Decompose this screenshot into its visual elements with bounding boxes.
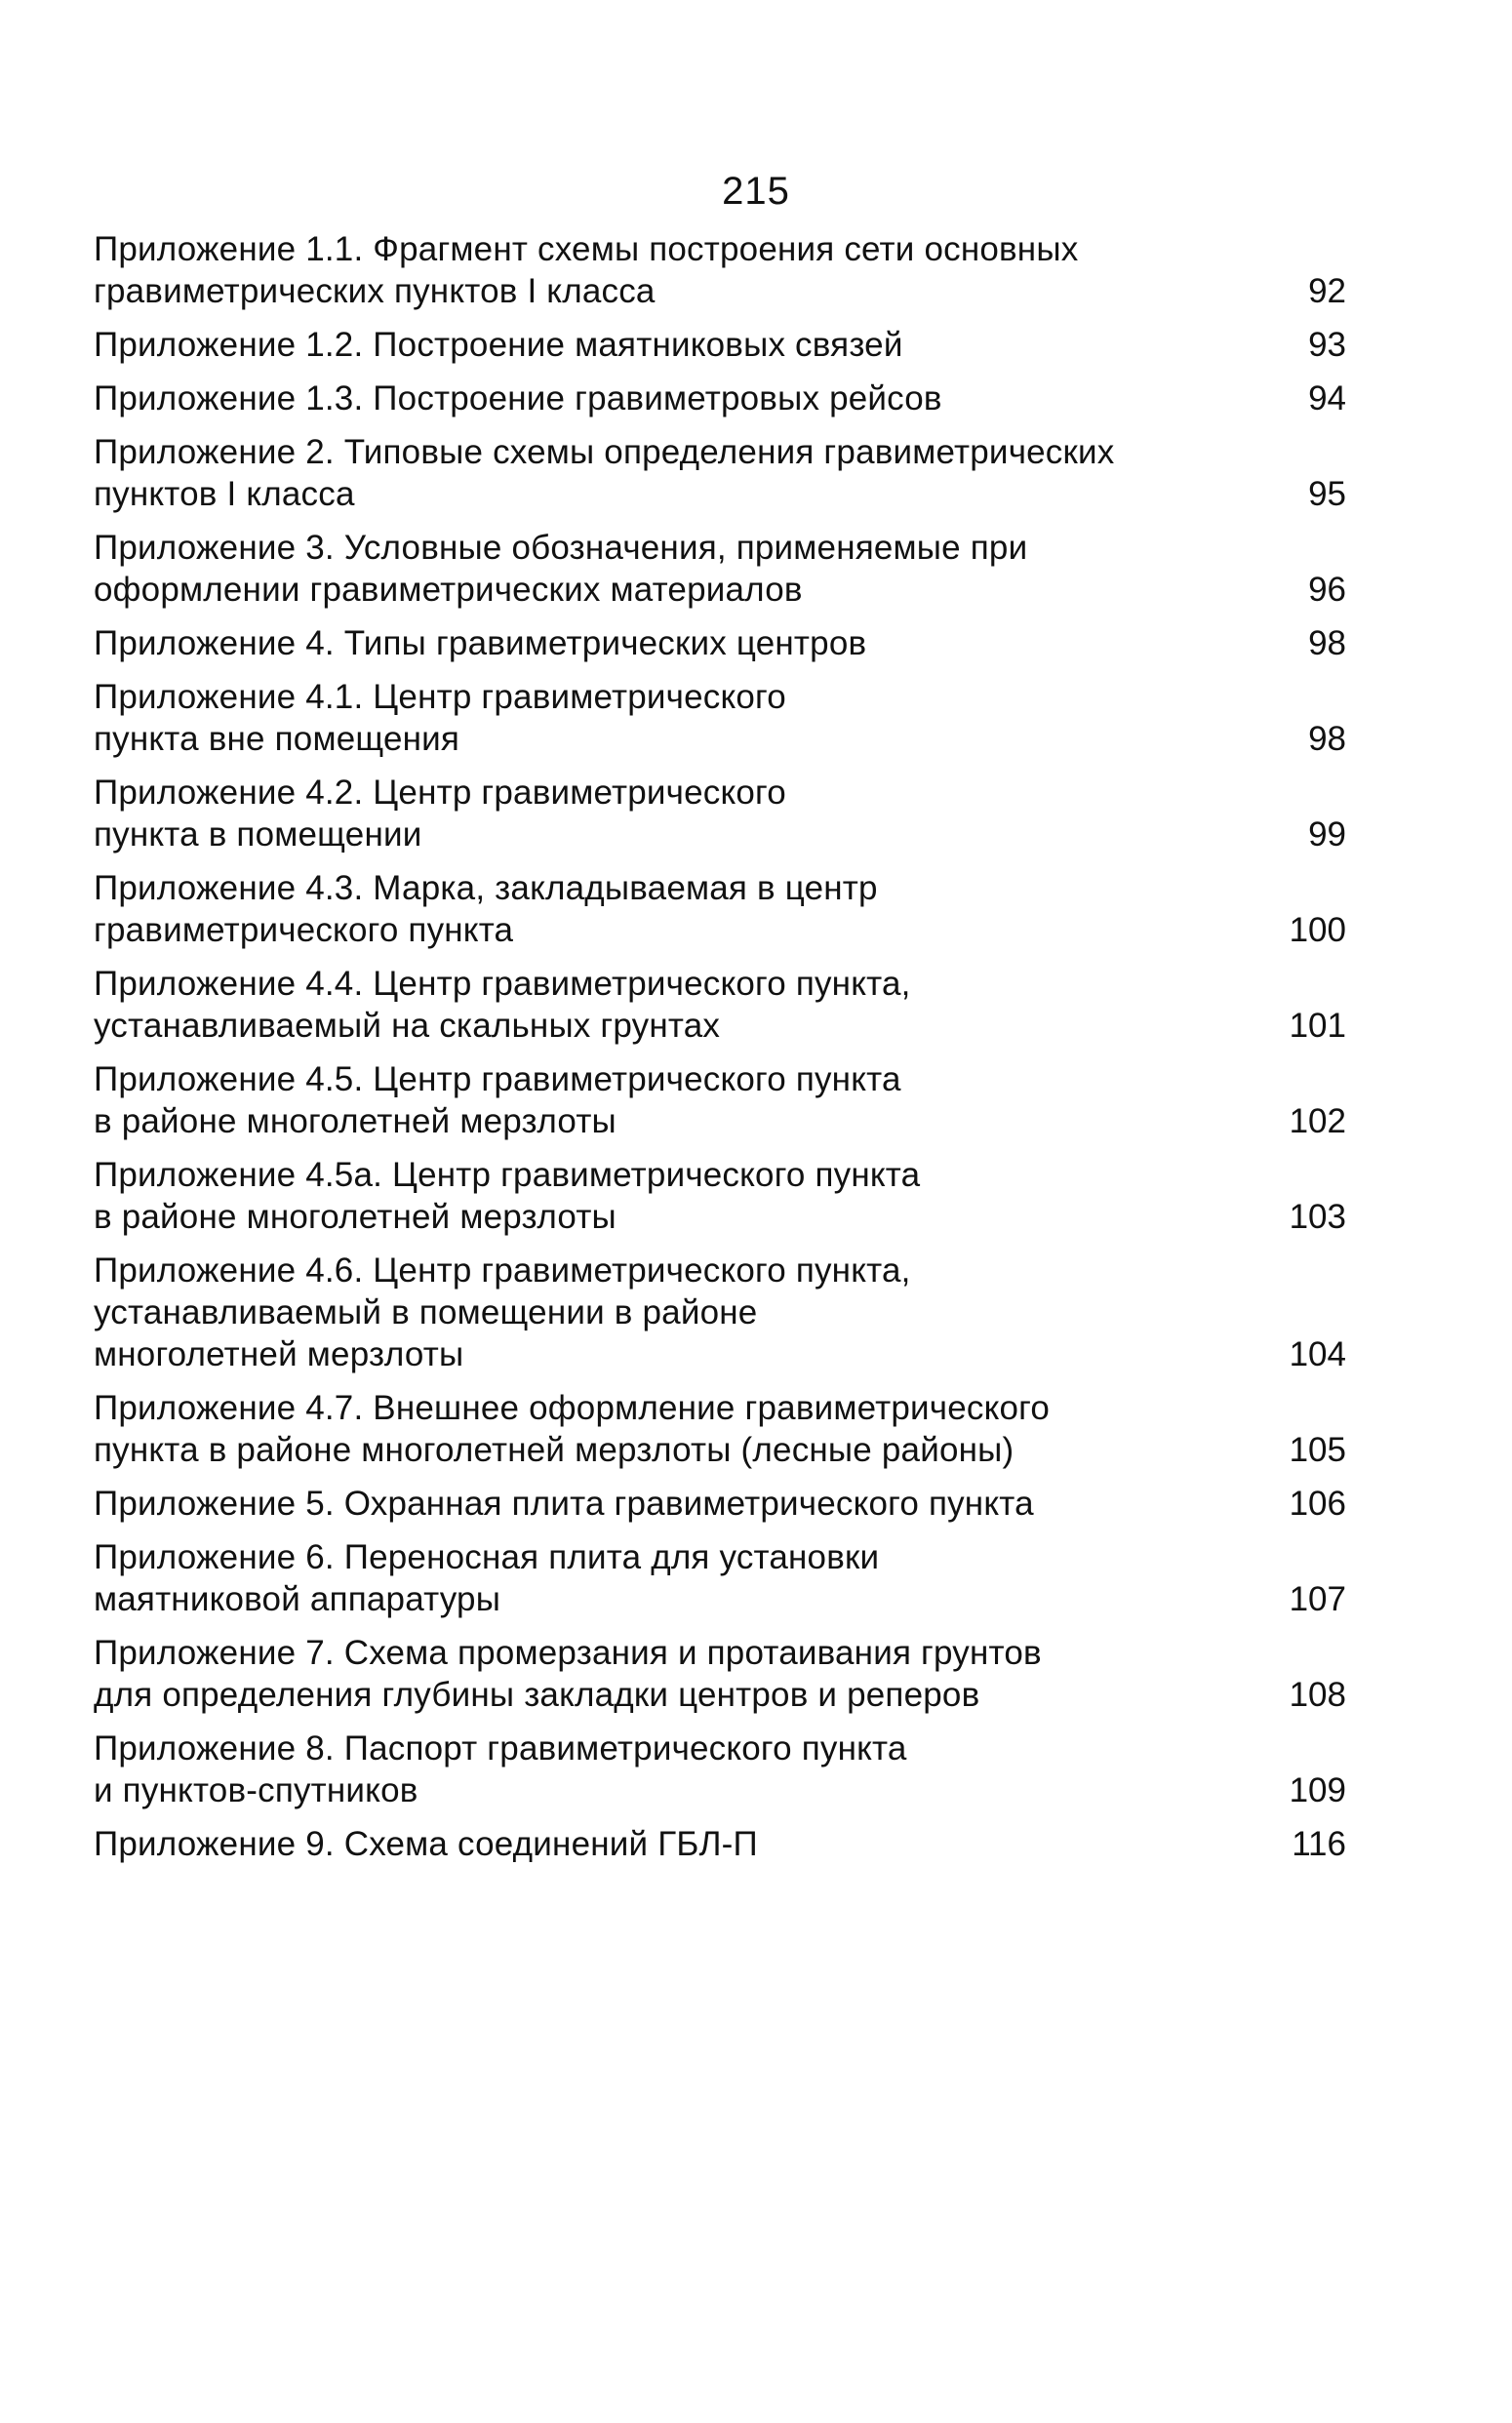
toc-entry-title bbox=[94, 676, 1186, 760]
toc-entry-title-line: Приложение 9. Схема соединений ГБЛ-П bbox=[94, 1825, 758, 1863]
toc-entry-title bbox=[94, 1728, 1186, 1811]
toc-entry-page-number: 101 bbox=[1289, 1007, 1346, 1045]
toc-entry-title-line: Приложение 4.5а. Центр гравиметрического пункта bbox=[94, 1156, 921, 1194]
toc-entry-title-line: Приложение 4.7. Внешнее оформление гравиметрического bbox=[94, 1389, 1051, 1427]
toc-entry-title-line: Приложение 3. Условные обозначения, применяемые при bbox=[94, 529, 1028, 567]
toc-entry-title-line: Приложение 4.3. Марка, закладываемая в центр bbox=[94, 869, 878, 907]
toc-entry bbox=[94, 1058, 1346, 1142]
toc-entry-page-number: 93 bbox=[1308, 326, 1346, 364]
toc-entry-page-number: 102 bbox=[1289, 1102, 1346, 1140]
toc-entry bbox=[94, 527, 1346, 611]
toc-entry-title bbox=[94, 867, 1186, 951]
toc-entry-title-line: Приложение 5. Охранная плита гравиметрического пункта bbox=[94, 1485, 1034, 1523]
toc-entry-title-line: Приложение 4. Типы гравиметрических центров bbox=[94, 624, 867, 662]
toc-entry-title-line: пункта в помещении bbox=[94, 815, 422, 854]
toc-entry-title-line: Приложение 4.5. Центр гравиметрического пункта bbox=[94, 1060, 901, 1098]
table-of-contents bbox=[94, 228, 1346, 1877]
toc-entry-title-line: гравиметрического пункта bbox=[94, 911, 514, 949]
toc-entry-page-number: 105 bbox=[1289, 1431, 1346, 1469]
toc-entry bbox=[94, 772, 1346, 855]
toc-entry bbox=[94, 1823, 1346, 1865]
toc-entry-title-line: пункта в районе многолетней мерзлоты (лесные районы) bbox=[94, 1431, 1015, 1469]
toc-entry-title-line: гравиметрических пунктов I класса bbox=[94, 272, 656, 310]
toc-entry bbox=[94, 1632, 1346, 1716]
toc-entry bbox=[94, 867, 1346, 951]
toc-entry-page-number: 104 bbox=[1289, 1335, 1346, 1373]
toc-entry-page-number: 116 bbox=[1292, 1825, 1346, 1863]
toc-entry bbox=[94, 377, 1346, 419]
toc-entry-title-line: пунктов I класса bbox=[94, 475, 355, 513]
toc-entry-title-line: Приложение 8. Паспорт гравиметрического пункта bbox=[94, 1729, 907, 1768]
toc-entry-page-number: 103 bbox=[1289, 1198, 1346, 1236]
toc-entry-page-number: 100 bbox=[1289, 911, 1346, 949]
toc-entry-page-number: 98 bbox=[1308, 720, 1346, 758]
toc-entry-title-line: оформлении гравиметрических материалов bbox=[94, 571, 803, 609]
toc-entry-title-line: маятниковой аппаратуры bbox=[94, 1580, 501, 1618]
toc-entry-title bbox=[94, 1632, 1186, 1716]
toc-entry bbox=[94, 1536, 1346, 1620]
toc-entry bbox=[94, 676, 1346, 760]
toc-entry bbox=[94, 324, 1346, 366]
toc-entry-title bbox=[94, 228, 1186, 312]
toc-entry-page-number: 94 bbox=[1308, 379, 1346, 417]
toc-entry-title bbox=[94, 772, 1186, 855]
toc-entry-page-number: 109 bbox=[1289, 1771, 1346, 1809]
toc-entry-title-line: Приложение 1.2. Построение маятниковых связей bbox=[94, 326, 903, 364]
toc-entry bbox=[94, 1728, 1346, 1811]
toc-entry-title-line: Приложение 4.4. Центр гравиметрического пункта, bbox=[94, 965, 911, 1003]
toc-entry bbox=[94, 228, 1346, 312]
toc-entry-title-line: Приложение 1.1. Фрагмент схемы построения сети основных bbox=[94, 230, 1079, 268]
toc-entry-title bbox=[94, 1058, 1186, 1142]
toc-entry-title bbox=[94, 1483, 1186, 1525]
toc-entry-page-number: 92 bbox=[1308, 272, 1346, 310]
toc-entry-title bbox=[94, 1536, 1186, 1620]
toc-entry-title bbox=[94, 1823, 1186, 1865]
toc-entry bbox=[94, 622, 1346, 664]
toc-entry-page-number: 106 bbox=[1289, 1485, 1346, 1523]
toc-entry bbox=[94, 1387, 1346, 1471]
page-number: 215 bbox=[722, 170, 790, 213]
toc-entry-title bbox=[94, 622, 1186, 664]
toc-entry-page-number: 108 bbox=[1289, 1676, 1346, 1714]
toc-entry-title bbox=[94, 1154, 1186, 1238]
toc-entry-title-line: Приложение 1.3. Построение гравиметровых рейсов bbox=[94, 379, 942, 417]
toc-entry-page-number: 99 bbox=[1308, 815, 1346, 854]
toc-entry bbox=[94, 431, 1346, 515]
toc-entry-title-line: Приложение 7. Схема промерзания и протаивания грунтов bbox=[94, 1634, 1042, 1672]
toc-entry bbox=[94, 1483, 1346, 1525]
toc-entry-title bbox=[94, 1387, 1186, 1471]
toc-entry-title-line: устанавливаемый на скальных грунтах bbox=[94, 1007, 721, 1045]
toc-entry bbox=[94, 963, 1346, 1047]
toc-entry-title bbox=[94, 1250, 1186, 1375]
toc-entry-title bbox=[94, 431, 1186, 515]
toc-entry-title-line: многолетней мерзлоты bbox=[94, 1335, 464, 1373]
toc-entry-title-line: в районе многолетней мерзлоты bbox=[94, 1102, 617, 1140]
toc-entry bbox=[94, 1250, 1346, 1375]
toc-entry-title bbox=[94, 527, 1186, 611]
toc-entry-page-number: 95 bbox=[1308, 475, 1346, 513]
toc-entry-page-number: 96 bbox=[1308, 571, 1346, 609]
toc-entry-title-line: Приложение 4.6. Центр гравиметрического пункта, bbox=[94, 1251, 911, 1290]
toc-entry bbox=[94, 1154, 1346, 1238]
toc-entry-title-line: и пунктов-спутников bbox=[94, 1771, 418, 1809]
toc-entry-page-number: 98 bbox=[1308, 624, 1346, 662]
toc-entry-title-line: Приложение 4.1. Центр гравиметрического bbox=[94, 678, 786, 716]
toc-entry-title-line: Приложение 2. Типовые схемы определения гравиметрических bbox=[94, 433, 1115, 471]
toc-entry-title bbox=[94, 963, 1186, 1047]
toc-entry-title bbox=[94, 324, 1186, 366]
toc-entry-title-line: Приложение 4.2. Центр гравиметрического bbox=[94, 774, 786, 812]
toc-entry-page-number: 107 bbox=[1289, 1580, 1346, 1618]
toc-entry-title-line: устанавливаемый в помещении в районе bbox=[94, 1293, 758, 1331]
toc-entry-title-line: в районе многолетней мерзлоты bbox=[94, 1198, 617, 1236]
toc-entry-title-line: пункта вне помещения bbox=[94, 720, 460, 758]
toc-entry-title-line: Приложение 6. Переносная плита для установки bbox=[94, 1538, 880, 1576]
toc-entry-title-line: для определения глубины закладки центров и реперов bbox=[94, 1676, 980, 1714]
toc-entry-title bbox=[94, 377, 1186, 419]
